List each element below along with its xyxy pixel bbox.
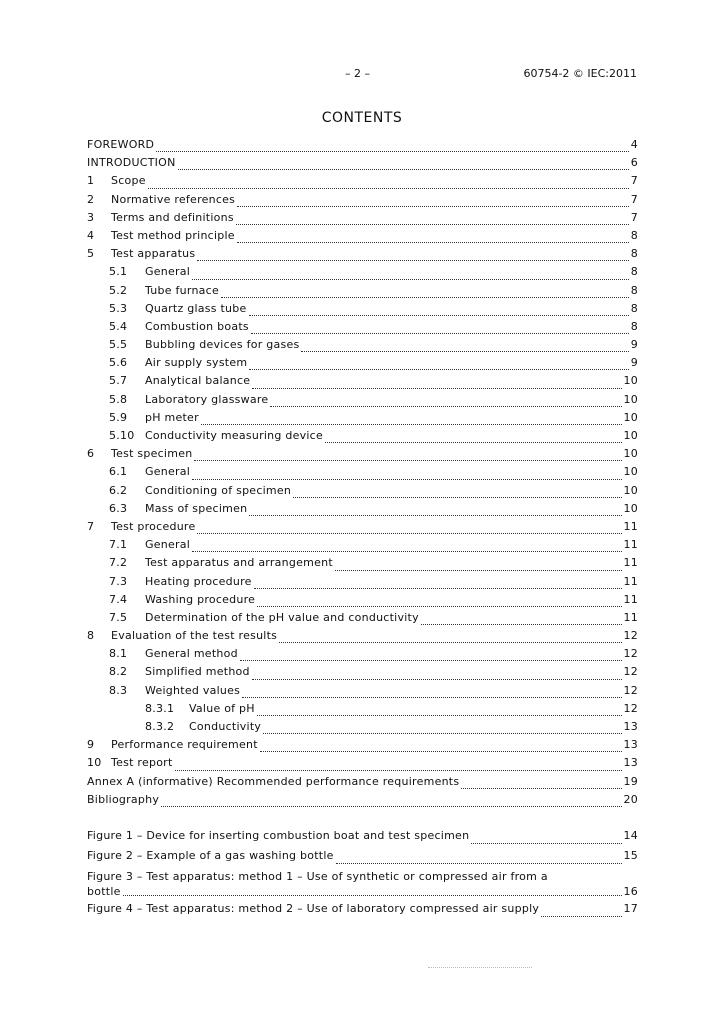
toc-entry-page: 10	[623, 447, 638, 461]
toc-entry[interactable]	[87, 447, 638, 465]
figure-entry-label: Figure 1 – Device for inserting combustion boat and test specimen	[87, 828, 470, 842]
toc-entry-number: 5.4	[109, 319, 128, 333]
toc-entry-label: Value of pH	[189, 701, 255, 715]
toc-entry-number: 6.1	[109, 465, 128, 479]
dot-leader	[260, 751, 622, 752]
toc-entry-label: Combustion boats	[145, 319, 249, 333]
toc-entry-page: 7	[630, 210, 638, 224]
dot-leader	[263, 733, 621, 734]
toc-entry[interactable]	[87, 684, 638, 702]
dot-leader	[221, 297, 629, 298]
toc-entry-page: 11	[623, 592, 638, 606]
toc-entry-page: 8	[630, 283, 638, 297]
toc-entries	[87, 138, 638, 811]
dot-leader	[252, 388, 621, 389]
dot-leader	[421, 624, 622, 625]
dot-leader	[279, 642, 621, 643]
toc-entry[interactable]	[87, 356, 638, 374]
dot-leader	[257, 606, 621, 607]
toc-entry-label: INTRODUCTION	[87, 156, 176, 170]
toc-entry-label: Analytical balance	[145, 374, 251, 388]
dot-leader	[192, 479, 621, 480]
toc-entry-label: Weighted values	[145, 683, 241, 697]
toc-entry-page: 8	[630, 228, 638, 242]
toc-entry[interactable]	[87, 738, 638, 756]
toc-entry-page: 12	[623, 665, 638, 679]
toc-entry-number: 8.3	[109, 683, 128, 697]
toc-entry-label: General method	[145, 647, 238, 661]
toc-entry-number: 6.2	[109, 483, 128, 497]
toc-entry-page: 13	[623, 738, 638, 752]
toc-entry-page: 13	[623, 720, 638, 733]
toc-entry-page: 8	[630, 265, 638, 279]
dot-leader	[148, 188, 629, 189]
toc-entry-label: Test procedure	[111, 519, 196, 533]
dot-leader	[461, 788, 621, 789]
toc-entry-page: 10	[623, 465, 638, 479]
toc-entry-label: Laboratory glassware	[145, 392, 269, 406]
toc-entry-label: Bubbling devices for gases	[145, 338, 300, 352]
toc-entry-page: 8	[630, 301, 638, 315]
toc-entry[interactable]	[87, 793, 638, 811]
toc-entry[interactable]	[87, 211, 638, 229]
toc-entry-number: 9	[87, 738, 95, 752]
toc-entry[interactable]	[87, 284, 638, 302]
figure-entry-label: Figure 3 – Test apparatus: method 1 – Use of synthetic or compressed air from a	[87, 869, 548, 883]
toc-entry[interactable]	[87, 593, 638, 611]
dot-leader	[237, 206, 629, 207]
dot-leader	[201, 424, 622, 425]
toc-entry-number: 5.5	[109, 338, 128, 352]
dot-leader	[254, 588, 622, 589]
toc-entry[interactable]	[87, 665, 638, 683]
toc-entry-page: 9	[630, 356, 638, 370]
toc-entry-number: 4	[87, 228, 95, 242]
dot-leader	[249, 515, 621, 516]
toc-entry[interactable]	[87, 702, 638, 720]
toc-entry-page: 11	[623, 538, 638, 552]
figure-entry-continuation	[87, 884, 638, 899]
toc-entry[interactable]	[87, 429, 638, 447]
dot-leader	[270, 406, 621, 407]
dot-leader	[249, 315, 629, 316]
dot-leader	[301, 351, 628, 352]
toc-entry-number: 5	[87, 247, 95, 261]
toc-entry[interactable]	[87, 174, 638, 192]
toc-entry-number: 1	[87, 174, 95, 188]
toc-entry-number: 6.3	[109, 501, 128, 515]
dot-leader	[192, 551, 621, 552]
toc-entry[interactable]	[87, 465, 638, 483]
dot-leader	[236, 224, 629, 225]
toc-entry[interactable]	[87, 575, 638, 593]
toc-entry-label: Normative references	[111, 192, 236, 206]
toc-entry-page: 20	[623, 792, 638, 806]
toc-entry-page: 9	[630, 338, 638, 352]
toc-entry[interactable]	[87, 411, 638, 429]
toc-entry[interactable]	[87, 502, 638, 520]
toc-entry-number: 6	[87, 447, 95, 461]
toc-entry[interactable]	[87, 138, 638, 156]
toc-entry-number: 8.2	[109, 665, 128, 679]
toc-entry-label: Conductivity	[189, 720, 262, 733]
toc-entry-label: Performance requirement	[111, 738, 258, 752]
toc-entry-number: 5.9	[109, 410, 128, 424]
toc-entry-label: Quartz glass tube	[145, 301, 247, 315]
toc-entry-label: Scope	[111, 174, 146, 188]
dot-leader	[161, 806, 621, 807]
figure-entry[interactable]	[87, 849, 638, 869]
dot-leader	[197, 533, 621, 534]
toc-entry-number: 8.3.2	[145, 720, 175, 733]
toc-entry-number: 7.4	[109, 592, 128, 606]
toc-entry[interactable]	[87, 720, 638, 738]
toc-entry-page: 4	[630, 138, 638, 151]
figure-entry-label: Figure 2 – Example of a gas washing bottle	[87, 848, 334, 862]
toc-entry-page: 7	[630, 192, 638, 206]
figure-entry-page: 15	[623, 848, 638, 862]
scan-artifact	[428, 967, 532, 968]
toc-entry[interactable]	[87, 611, 638, 629]
toc-entry[interactable]	[87, 520, 638, 538]
dot-leader	[123, 895, 622, 896]
toc-entry-page: 13	[623, 756, 638, 770]
dot-leader	[471, 843, 621, 844]
toc-entry[interactable]	[87, 302, 638, 320]
toc-entry-label: Tube furnace	[145, 283, 219, 297]
figure-entry-page: 16	[623, 884, 638, 898]
toc-entry-label: Heating procedure	[145, 574, 252, 588]
toc-entry-number: 10	[87, 756, 102, 770]
dot-leader	[251, 333, 629, 334]
figure-entry-label: Figure 4 – Test apparatus: method 2 – Use of laboratory compressed air supply	[87, 901, 540, 915]
toc-entry-label: General	[145, 265, 191, 279]
toc-entry-label: Terms and definitions	[111, 210, 234, 224]
figure-entry[interactable]	[87, 869, 638, 899]
toc-entry-label: Conditioning of specimen	[145, 483, 292, 497]
toc-entry[interactable]	[87, 556, 638, 574]
toc-entry[interactable]	[87, 156, 638, 174]
toc-entry-page: 10	[623, 410, 638, 424]
toc-entry-label: General	[145, 465, 191, 479]
dot-leader	[178, 169, 629, 170]
toc-entry[interactable]	[87, 629, 638, 647]
toc-entry-page: 11	[623, 574, 638, 588]
toc-entry-label: Test apparatus and arrangement	[145, 556, 333, 570]
toc-entry-page: 10	[623, 392, 638, 406]
dot-leader	[335, 570, 622, 571]
toc-entry[interactable]	[87, 247, 638, 265]
toc-entry-label: Evaluation of the test results	[111, 629, 278, 643]
figure-list	[87, 829, 638, 922]
toc-entry-number: 8.3.1	[145, 701, 175, 715]
toc-entry-label: Annex A (informative) Recommended performance requirements	[87, 774, 460, 788]
toc-entry[interactable]	[87, 338, 638, 356]
dot-leader	[336, 863, 622, 864]
page-number: – 2 –	[345, 67, 370, 80]
toc-entry-page: 12	[623, 701, 638, 715]
contents-title: CONTENTS	[321, 110, 403, 126]
toc-entry-page: 6	[630, 156, 638, 170]
figure-entry[interactable]	[87, 902, 638, 922]
toc-entry-number: 7.3	[109, 574, 128, 588]
dot-leader	[249, 369, 628, 370]
dot-leader	[252, 679, 622, 680]
toc-entry[interactable]	[87, 484, 638, 502]
toc-entry-number: 7	[87, 519, 95, 533]
toc-entry-number: 5.7	[109, 374, 128, 388]
toc-entry-number: 5.6	[109, 356, 128, 370]
toc-entry[interactable]	[87, 265, 638, 283]
dot-leader	[197, 260, 628, 261]
toc-entry-label: Test report	[111, 756, 173, 770]
dot-leader	[541, 916, 621, 917]
toc-entry-number: 5.8	[109, 392, 128, 406]
toc-entry[interactable]	[87, 193, 638, 211]
toc-entry-label: Test method principle	[111, 228, 235, 242]
toc-entry-label: Washing procedure	[145, 592, 256, 606]
dot-leader	[192, 279, 629, 280]
dot-leader	[156, 151, 629, 152]
toc-entry-label: General	[145, 538, 191, 552]
toc-entry-number: 5.1	[109, 265, 128, 279]
toc-entry-label: Conductivity measuring device	[145, 429, 323, 442]
figure-entry-page: 14	[623, 828, 638, 842]
toc-entry-number: 7.5	[109, 610, 128, 624]
toc-entry-page: 10	[623, 429, 638, 442]
dot-leader	[194, 460, 621, 461]
toc-entry[interactable]	[87, 775, 638, 793]
table-of-contents	[87, 138, 638, 922]
toc-entry[interactable]	[87, 374, 638, 392]
toc-entry-page: 8	[630, 319, 638, 333]
toc-entry-page: 11	[623, 519, 638, 533]
toc-entry[interactable]	[87, 393, 638, 411]
toc-entry-label: Test apparatus	[111, 247, 196, 261]
toc-entry-number: 7.1	[109, 538, 128, 552]
dot-leader	[237, 242, 629, 243]
toc-entry-label: Mass of specimen	[145, 501, 248, 515]
standard-reference: 60754-2 © IEC:2011	[523, 67, 637, 80]
toc-entry-page: 11	[623, 610, 638, 624]
toc-entry-label: FOREWORD	[87, 138, 155, 151]
toc-entry-page: 19	[623, 774, 638, 788]
toc-entry-label: Bibliography	[87, 792, 160, 806]
toc-entry-number: 7.2	[109, 556, 128, 570]
toc-entry[interactable]	[87, 320, 638, 338]
toc-entry-page: 12	[623, 647, 638, 661]
toc-entry-number: 8.1	[109, 647, 128, 661]
dot-leader	[257, 715, 622, 716]
toc-entry[interactable]	[87, 647, 638, 665]
toc-gap	[87, 811, 638, 829]
toc-entry-page: 10	[623, 483, 638, 497]
toc-entry-number: 5.2	[109, 283, 128, 297]
toc-entry-page: 10	[623, 501, 638, 515]
toc-entry-number: 3	[87, 210, 95, 224]
figure-entry-page: 17	[623, 901, 638, 915]
toc-entry-number: 2	[87, 192, 95, 206]
toc-entry-label: pH meter	[145, 410, 199, 424]
toc-entry-label: Determination of the pH value and conductivity	[145, 610, 419, 624]
toc-entry[interactable]	[87, 538, 638, 556]
toc-entry-page: 11	[623, 556, 638, 570]
toc-entry-page: 7	[630, 174, 638, 188]
toc-entry-number: 8	[87, 629, 95, 643]
dot-leader	[175, 770, 622, 771]
toc-entry-page: 8	[630, 247, 638, 261]
dot-leader	[240, 660, 622, 661]
toc-entry[interactable]	[87, 756, 638, 774]
toc-entry[interactable]	[87, 229, 638, 247]
figure-entry[interactable]	[87, 829, 638, 849]
toc-entry-label: Air supply system	[145, 356, 248, 370]
page-header	[0, 67, 724, 83]
toc-entry-page: 12	[623, 629, 638, 643]
toc-entry-page: 12	[623, 683, 638, 697]
toc-entry-page: 10	[623, 374, 638, 388]
toc-entry-label: Test specimen	[111, 447, 193, 461]
toc-entry-label: Simplified method	[145, 665, 250, 679]
dot-leader	[325, 442, 622, 443]
dot-leader	[293, 497, 621, 498]
toc-entry-number: 5.10	[109, 429, 135, 442]
figure-entry-label-continued: bottle	[87, 884, 121, 898]
toc-entry-number: 5.3	[109, 301, 128, 315]
dot-leader	[242, 697, 621, 698]
